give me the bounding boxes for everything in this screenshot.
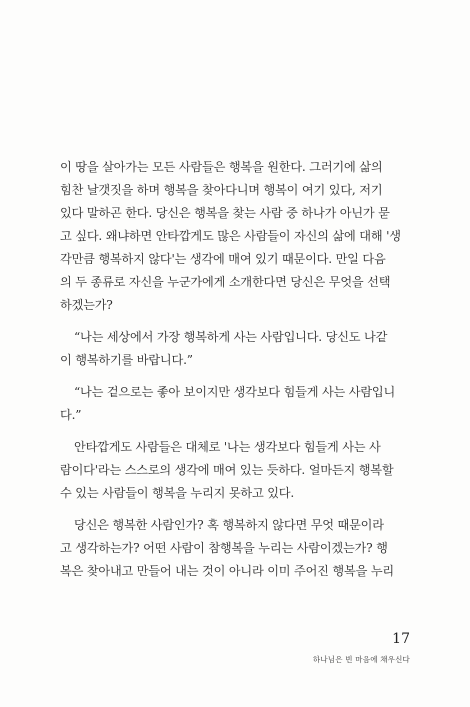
running-title: 하나님은 빈 마음에 채우신다 [312,655,410,664]
text-line: 복은 찾아내고 만들어 내는 것이 아니라 이미 주어진 행복을 누리 [60,564,394,578]
text-line: 이 행복하기를 바랍니다.” [60,353,193,367]
text-line: 수 있는 사람들이 행복을 누리지 못하고 있다. [60,486,295,500]
text-line: 다.” [60,408,82,422]
text-line: 각만큼 행복하지 않다'는 생각에 매여 있기 때문이다. 만일 다음 [60,252,386,266]
text-line: 당신은 행복한 사람인가? 혹 행복하지 않다면 무엇 때문이라 [74,518,384,532]
text-line: 힘찬 날갯짓을 하며 행복을 찾아다니며 행복이 여기 있다, 저기 [60,183,383,197]
text-line: “나는 세상에서 가장 행복하게 사는 사람입니다. 당신도 나같 [74,330,388,344]
text-line: 있다 말하곤 한다. 당신은 행복을 찾는 사람 중 하나가 아닌가 묻 [60,206,390,220]
text-line: 의 두 종류로 자신을 누군가에게 소개한다면 당신은 무엇을 선택 [60,275,391,289]
text-line: 고 생각하는가? 어떤 사람이 참행복을 누리는 사람이겠는가? 행 [60,541,388,555]
page-number: 17 [392,631,410,647]
text-line: 이 땅을 살아가는 모든 사람들은 행복을 원한다. 그러기에 삶의 [60,160,383,174]
text-line: 하겠는가? [60,298,113,312]
text-line: 람이다'라는 스스로의 생각에 매여 있는 듯하다. 얼마든지 행복할 [60,463,394,477]
text-line: 안타깝게도 사람들은 대체로 '나는 생각보다 힘들게 사는 사 [74,440,381,454]
text-line: 고 싶다. 왜냐하면 안타깝게도 많은 사람들이 자신의 삶에 대해 '생 [60,229,401,243]
text-line: “나는 겉으로는 좋아 보이지만 생각보다 힘들게 사는 사람입니 [74,385,396,399]
body-text [60,156,420,583]
